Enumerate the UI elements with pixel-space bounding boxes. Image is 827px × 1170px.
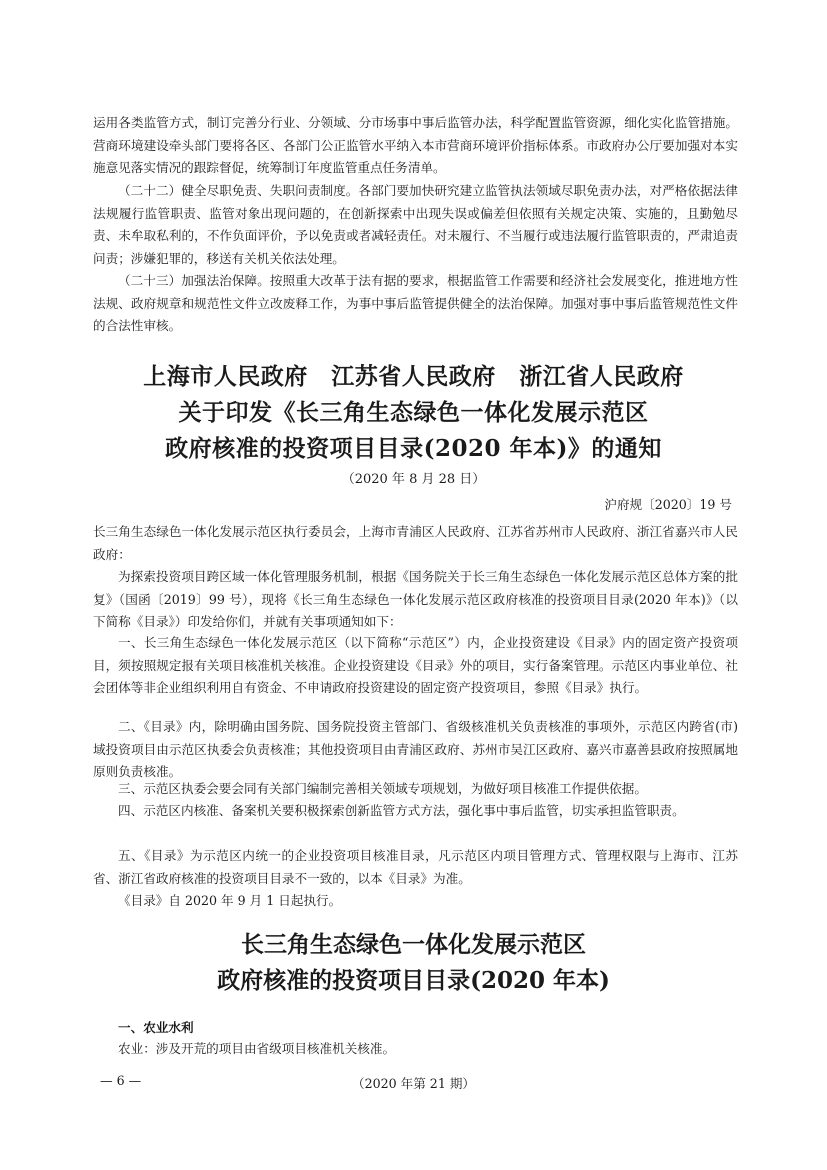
notice-title-line-2: 关于印发《长三角生态绿色一体化发展示范区 bbox=[178, 399, 649, 426]
document-number: 沪府规〔2020〕19 号 bbox=[604, 497, 732, 512]
notice-body-paragraph-1: 为探索投资项目跨区域一体化管理服务机制，根据《国务院关于长三角生态绿色一体化发展示范区总体方案的批复》（国函〔2019〕99 号），现将《长三角生态绿色一体化发展示范区政府核准的投资项目目录(2020 年本)》（以下简称《目录》）印发给你们，并就有关事项通知如下： bbox=[93, 569, 738, 630]
notice-body-paragraph-6: 五、《目录》为示范区内统一的企业投资项目核准目录，凡示范区内项目管理方式、管理权限与上海市、江苏省、浙江省政府核准的投资项目目录不一致的，以本《目录》为准。 bbox=[93, 848, 738, 886]
intro-paragraph-2: （二十二）健全尽职免责、失职问责制度。各部门要加快研究建立监管执法领域尽职免责办法，对严格依据法律法规履行监管职责、监管对象出现问题的，在创新探索中出现失误或偏差但依照有关规定决策、实施的，且勤勉尽责、未牟取私利的，不作负面评价，予以免责或者减轻责任。对未履行、不当履行或违法履行监管职责的，严肃追责问责；涉嫌犯罪的，移送有关机关依法处理。 bbox=[93, 183, 738, 266]
intro-paragraph-1: 运用各类监管方式，制订完善分行业、分领域、分市场事中事后监管办法，科学配置监管资源，细化实化监管措施。营商环境建设牵头部门要将各区、各部门公正监管水平纳入本市营商环境评价指标体系。市政府办公厅要加强对本实施意见落实情况的跟踪督促，统筹制订年度监管重点任务清单。 bbox=[93, 115, 738, 176]
notice-date: （2020 年 8 月 28 日） bbox=[341, 472, 486, 487]
issue-number: （2020 年第 21 期） bbox=[351, 1076, 476, 1091]
catalog-title-line-2: 政府核准的投资项目目录(2020 年本) bbox=[217, 967, 610, 994]
notice-body-paragraph-4: 三、示范区执委会要会同有关部门编制完善相关领域专项规划，为做好项目核准工作提供依据。 bbox=[118, 781, 647, 796]
catalog-title-line-1: 长三角生态绿色一体化发展示范区 bbox=[241, 931, 586, 958]
notice-body-paragraph-2: 一、长三角生态绿色一体化发展示范区（以下简称“示范区”）内，企业投资建设《目录》内的固定资产投资项目，须按照规定报有关项目核准机关核准。企业投资建设《目录》外的项目，实行备案管理。示范区内事业单位、社会团体等非企业组织利用自有资金、不申请政府投资建设的固定资产投资项目，参照《目录》执行。 bbox=[93, 635, 738, 696]
page-number: — 6 — bbox=[100, 1073, 142, 1088]
notice-body-paragraph-3: 二、《目录》内，除明确由国务院、国务院投资主管部门、省级核准机关负责核准的事项外，示范区内跨省(市)域投资项目由示范区执委会负责核准；其他投资项目由青浦区政府、苏州市吴江区政府、嘉兴市嘉善县政府按照属地原则负责核准。 bbox=[93, 719, 738, 780]
addressee: 长三角生态绿色一体化发展示范区执行委员会，上海市青浦区人民政府、江苏省苏州市人民政府、浙江省嘉兴市人民政府： bbox=[93, 524, 738, 562]
notice-body-paragraph-7: 《目录》自 2020 年 9 月 1 日起执行。 bbox=[118, 893, 342, 908]
notice-title-line-1: 上海市人民政府 江苏省人民政府 浙江省人民政府 bbox=[143, 363, 684, 390]
intro-paragraph-3: （二十三）加强法治保障。按照重大改革于法有据的要求，根据监管工作需要和经济社会发展变化，推进地方性法规、政府规章和规范性文件立改废释工作，为事中事后监管提供健全的法治保障。加强对事中事后监管规范性文件的合法性审核。 bbox=[93, 273, 738, 334]
section-text: 农业：涉及开荒的项目由省级项目核准机关核准。 bbox=[118, 1041, 396, 1056]
section-heading: 一、农业水利 bbox=[118, 1020, 194, 1035]
notice-body-paragraph-5: 四、示范区内核准、备案机关要积极探索创新监管方式方法，强化事中事后监管，切实承担监管职责。 bbox=[118, 803, 685, 818]
notice-title-line-3: 政府核准的投资项目目录(2020 年本)》的通知 bbox=[165, 435, 662, 462]
